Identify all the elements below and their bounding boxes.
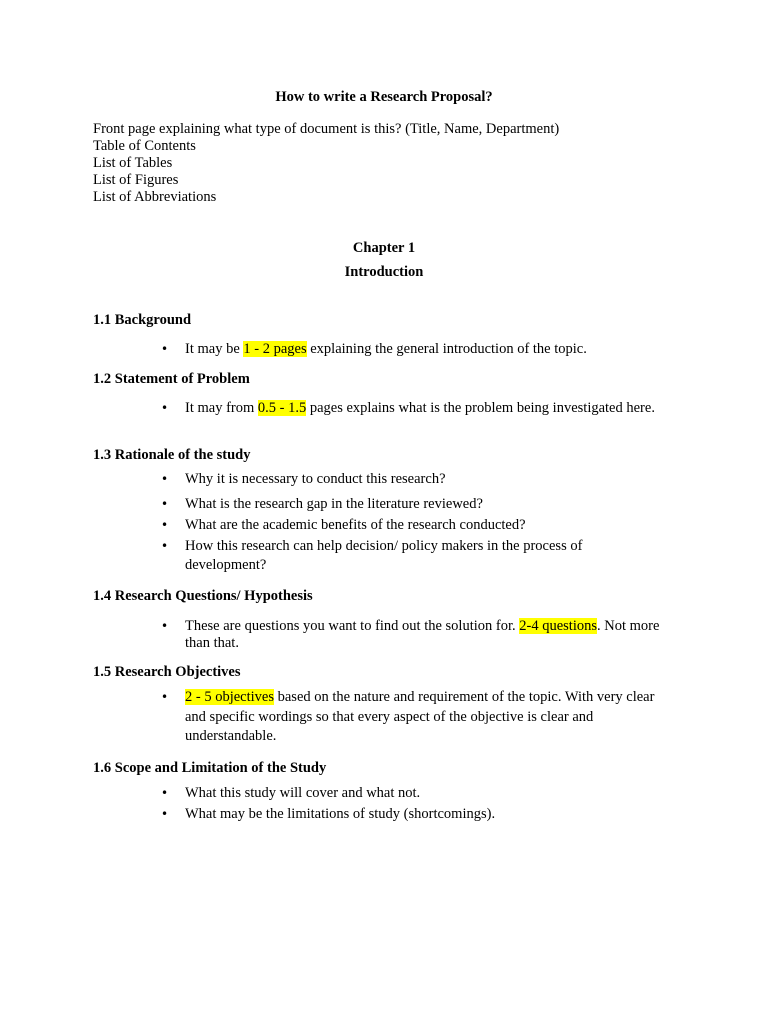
scope-bullets bbox=[185, 783, 665, 824]
problem-bullets bbox=[185, 400, 665, 417]
section-heading-scope: 1.6 Scope and Limitation of the Study bbox=[93, 760, 327, 776]
front-matter-item: List of Figures bbox=[93, 172, 179, 188]
highlighted-text: 1 - 2 pages bbox=[243, 341, 307, 357]
list-item: • How this research can help decision/ policy makers in the process of development? bbox=[185, 537, 665, 575]
highlighted-text: 2-4 questions bbox=[519, 618, 597, 634]
list-item: • What this study will cover and what not. bbox=[185, 783, 665, 803]
list-item: • 2 - 5 objectives based on the nature and requirement of the topic. With very clear and specific wordings so that every aspect of the objective is clear and understandable. bbox=[185, 688, 665, 747]
list-item: • What are the academic benefits of the research conducted? bbox=[185, 516, 665, 535]
front-matter-item: List of Tables bbox=[93, 155, 173, 171]
section-heading-background: 1.1 Background bbox=[93, 312, 192, 328]
list-item: • What is the research gap in the literature reviewed? bbox=[185, 495, 665, 514]
document-title: How to write a Research Proposal? bbox=[275, 89, 493, 105]
questions-bullets bbox=[185, 618, 665, 652]
list-item: • It may from 0.5 - 1.5 pages explains what is the problem being investigated here. bbox=[185, 400, 665, 417]
front-matter-item: Front page explaining what type of document is this? (Title, Name, Department) bbox=[93, 121, 560, 137]
list-item: • What may be the limitations of study (shortcomings). bbox=[185, 804, 665, 824]
list-item: • These are questions you want to find out the solution for. 2-4 questions. Not more than that. bbox=[185, 618, 665, 652]
chapter-label: Chapter 1 bbox=[352, 240, 416, 256]
section-heading-questions: 1.4 Research Questions/ Hypothesis bbox=[93, 588, 313, 604]
chapter-name: Introduction bbox=[344, 264, 424, 280]
objectives-bullets bbox=[185, 688, 665, 747]
background-bullets bbox=[185, 341, 665, 358]
front-matter-item: List of Abbreviations bbox=[93, 189, 217, 205]
highlighted-text: 0.5 - 1.5 bbox=[257, 400, 307, 416]
list-item: • It may be 1 - 2 pages explaining the general introduction of the topic. bbox=[185, 341, 665, 358]
list-item: • Why it is necessary to conduct this research? bbox=[185, 470, 665, 489]
section-heading-objectives: 1.5 Research Objectives bbox=[93, 664, 241, 680]
section-heading-rationale: 1.3 Rationale of the study bbox=[93, 447, 251, 463]
front-matter-item: Table of Contents bbox=[93, 138, 196, 154]
rationale-bullets bbox=[185, 470, 665, 575]
section-heading-problem: 1.2 Statement of Problem bbox=[93, 371, 250, 387]
highlighted-text: 2 - 5 objectives bbox=[185, 689, 274, 705]
front-matter-list bbox=[93, 121, 559, 206]
